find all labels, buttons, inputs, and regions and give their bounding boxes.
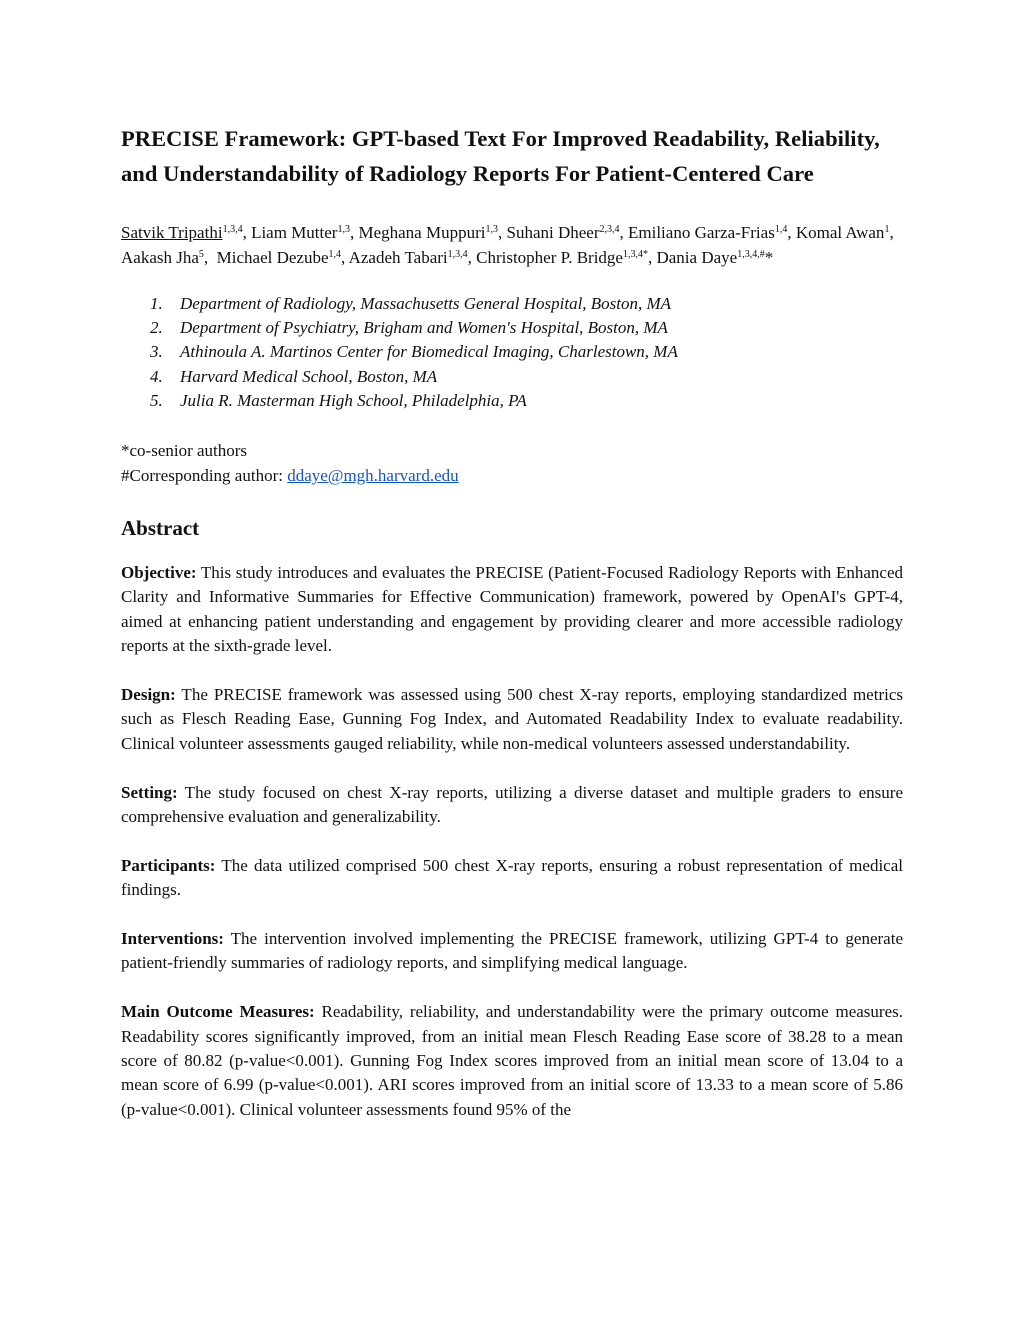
author: Christopher P. Bridge$^{1,3,4*}$, [476, 248, 657, 267]
author-list [121, 220, 903, 270]
abstract-objective: Objective: This study introduces and evaluates the PRECISE (Patient-Focused Radiology Reports with Enhanced Clarity and Informative Summaries for Effective Communication) framework, powered by OpenAI's GPT-4, aimed at enhancing patient understanding and engagement by providing clearer and more accessible radiology reports at the sixth-grade level. [121, 563, 903, 656]
affiliation-list [121, 292, 903, 413]
author-affiliation-sup: 1,3 [485, 224, 498, 235]
author: Satvik Tripathi$^{1,3,4}$, [121, 223, 252, 242]
corresponding-author-note: #Corresponding author: ddaye@mgh.harvard.edu [121, 466, 459, 486]
author-affiliation-sup: 1 [884, 224, 890, 235]
author-affiliation-sup: 5 [198, 249, 204, 260]
corresponding-email-link[interactable]: ddaye@mgh.harvard.edu [287, 466, 459, 486]
abstract-heading: Abstract [121, 516, 200, 541]
author: Komal Awan$^1$, [795, 223, 894, 242]
author-name: Dania Daye [656, 248, 738, 267]
abstract-interventions: Interventions: The intervention involved implementing the PRECISE framework, utilizing GPT-4 to generate patient-friendly summaries of radiology reports, and simplifying medical language. [121, 929, 903, 973]
author-name: Emiliano Garza-Frias [628, 223, 775, 242]
abstract-main-outcome-measures: Main Outcome Measures: Readability, reliability, and understandability were the primary outcome measures. Readability scores significantly improved, from an initial mean Flesch Reading Ease score of 38.28 to a mean score of 80.82 (p-value<0.001). Gunning Fog Index scores improved from an initial mean score of 13.04 to a mean score of 6.99 (p-value<0.001). ARI scores improved from an initial score of 13.33 to a mean score of 5.86 (p-value<0.001). Clinical volunteer assessments found 95% of the [121, 1002, 903, 1119]
author-affiliation-sup: 1,3,4 [447, 249, 468, 260]
author: Suhani Dheer$^{2,3,4}$, [506, 223, 628, 242]
paper-title: PRECISE Framework: GPT-based Text For Improved Readability, Reliability, and Understandability of Radiology Reports For Patient-Centered Care [121, 126, 880, 186]
author-affiliation-sup: 1,3,4* [622, 249, 648, 260]
author-name: Azadeh Tabari [348, 248, 448, 267]
abstract-design: Design: The PRECISE framework was assessed using 500 chest X-ray reports, employing standardized metrics such as Flesch Reading Ease, Gunning Fog Index, and Automated Readability Index to evaluate readability. Clinical volunteer assessments gauged reliability, while non-medical volunteers assessed understandability. [121, 685, 903, 753]
author-name: Christopher P. Bridge [476, 248, 623, 267]
author-name: Suhani Dheer [506, 223, 600, 242]
affiliation-item: 4. Harvard Medical School, Boston, MA [150, 366, 438, 386]
author-affiliation-sup: 1,3 [337, 224, 350, 235]
affiliation-item: 3. Athinoula A. Martinos Center for Biomedical Imaging, Charlestown, MA [150, 342, 678, 362]
author: Meghana Muppuri$^{1,3}$, [358, 223, 507, 242]
author-affiliation-sup: 1,4 [328, 249, 342, 260]
author-notes [121, 438, 903, 488]
author: Aakash Jha$^5$, [121, 248, 217, 267]
author-affiliation-sup: 1,3,4 [222, 224, 243, 235]
cosenior-note: *co-senior authors [121, 441, 248, 461]
author-name: Komal Awan [795, 223, 885, 242]
author: Michael Dezube$^{1,4}$, [216, 248, 349, 267]
abstract-setting: Setting: The study focused on chest X-ray reports, utilizing a diverse dataset and multiple graders to ensure comprehensive evaluation and generalizability. [121, 782, 903, 827]
author-name[interactable]: Satvik Tripathi [121, 223, 223, 242]
affiliation-item: 5. Julia R. Masterman High School, Philadelphia, PA [150, 390, 527, 410]
author: Azadeh Tabari$^{1,3,4}$, [348, 248, 477, 267]
paper-page [121, 121, 903, 1139]
author-name: Michael Dezube [216, 248, 329, 267]
author: Dania Daye$^{1,3,4,\#}$* [656, 248, 774, 267]
author-affiliation-sup: 2,3,4 [599, 224, 620, 235]
author-affiliation-sup: 1,3,4,# [737, 249, 765, 260]
affiliation-item: 1. Department of Radiology, Massachusetts General Hospital, Boston, MA [150, 294, 672, 313]
abstract-participants: Participants: The data utilized comprised 500 chest X-ray reports, ensuring a robust representation of medical findings. [121, 855, 903, 900]
author: Emiliano Garza-Frias$^{1,4}$, [628, 223, 796, 242]
author-affiliation-sup: 1,4 [774, 224, 788, 235]
author-name: Meghana Muppuri [358, 223, 486, 242]
author-name: Liam Mutter [251, 223, 338, 242]
author-name: Aakash Jha [121, 248, 199, 267]
affiliation-item: 2. Department of Psychiatry, Brigham and Women's Hospital, Boston, MA [150, 318, 668, 338]
author: Liam Mutter$^{1,3}$, [251, 223, 359, 242]
